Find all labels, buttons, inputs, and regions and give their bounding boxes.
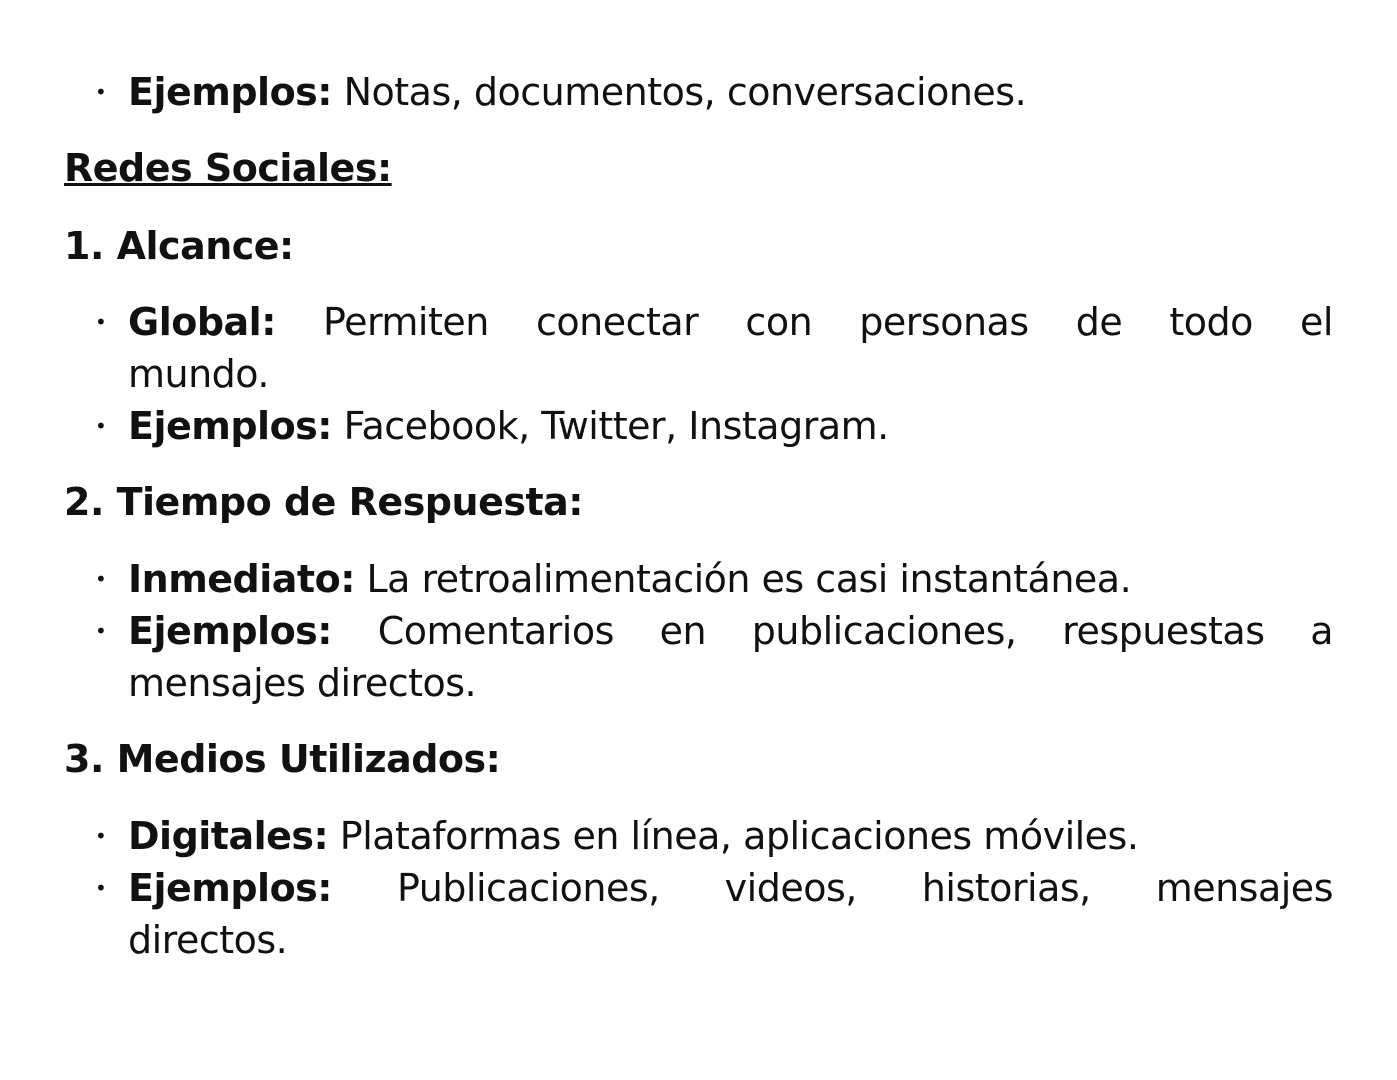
item-continuation: directos. (128, 918, 288, 962)
list-item (128, 810, 1333, 862)
list-item (128, 605, 1333, 657)
heading: 3. Medios Utilizados: (64, 737, 501, 781)
item-label: Inmediato: (128, 557, 355, 601)
item-text: Comentarios en publicaciones, respuestas a (332, 609, 1333, 653)
bullet: • (95, 876, 107, 900)
item-text: Plataformas en línea, aplicaciones móviles. (328, 814, 1139, 858)
item-label: Ejemplos: (128, 866, 332, 910)
bullet: • (95, 567, 107, 591)
bullet: • (95, 80, 107, 104)
item-text: Facebook, Twitter, Instagram. (332, 404, 889, 448)
item-label: Ejemplos: (128, 404, 332, 448)
item-text: Notas, documentos, conversaciones. (332, 70, 1027, 114)
item-continuation: mundo. (128, 352, 269, 396)
list-item (128, 400, 1333, 452)
section-title: Redes Sociales: (64, 146, 392, 190)
list-item (128, 66, 1333, 118)
item-label: Ejemplos: (128, 70, 332, 114)
heading: 2. Tiempo de Respuesta: (64, 480, 583, 524)
item-label: Global: (128, 300, 276, 344)
list-item (128, 553, 1333, 605)
bullet: • (95, 619, 107, 643)
list-item (128, 296, 1333, 348)
item-text: Permiten conectar con personas de todo el (275, 300, 1333, 344)
item-label: Ejemplos: (128, 609, 332, 653)
bullet: • (95, 310, 107, 334)
item-text: Publicaciones, videos, historias, mensajes (332, 866, 1333, 910)
bullet: • (95, 824, 107, 848)
heading: 1. Alcance: (64, 224, 294, 268)
item-label: Digitales: (128, 814, 329, 858)
item-continuation: mensajes directos. (128, 661, 477, 705)
item-text: La retroalimentación es casi instantánea. (354, 557, 1132, 601)
list-item (128, 862, 1333, 914)
bullet: • (95, 414, 107, 438)
